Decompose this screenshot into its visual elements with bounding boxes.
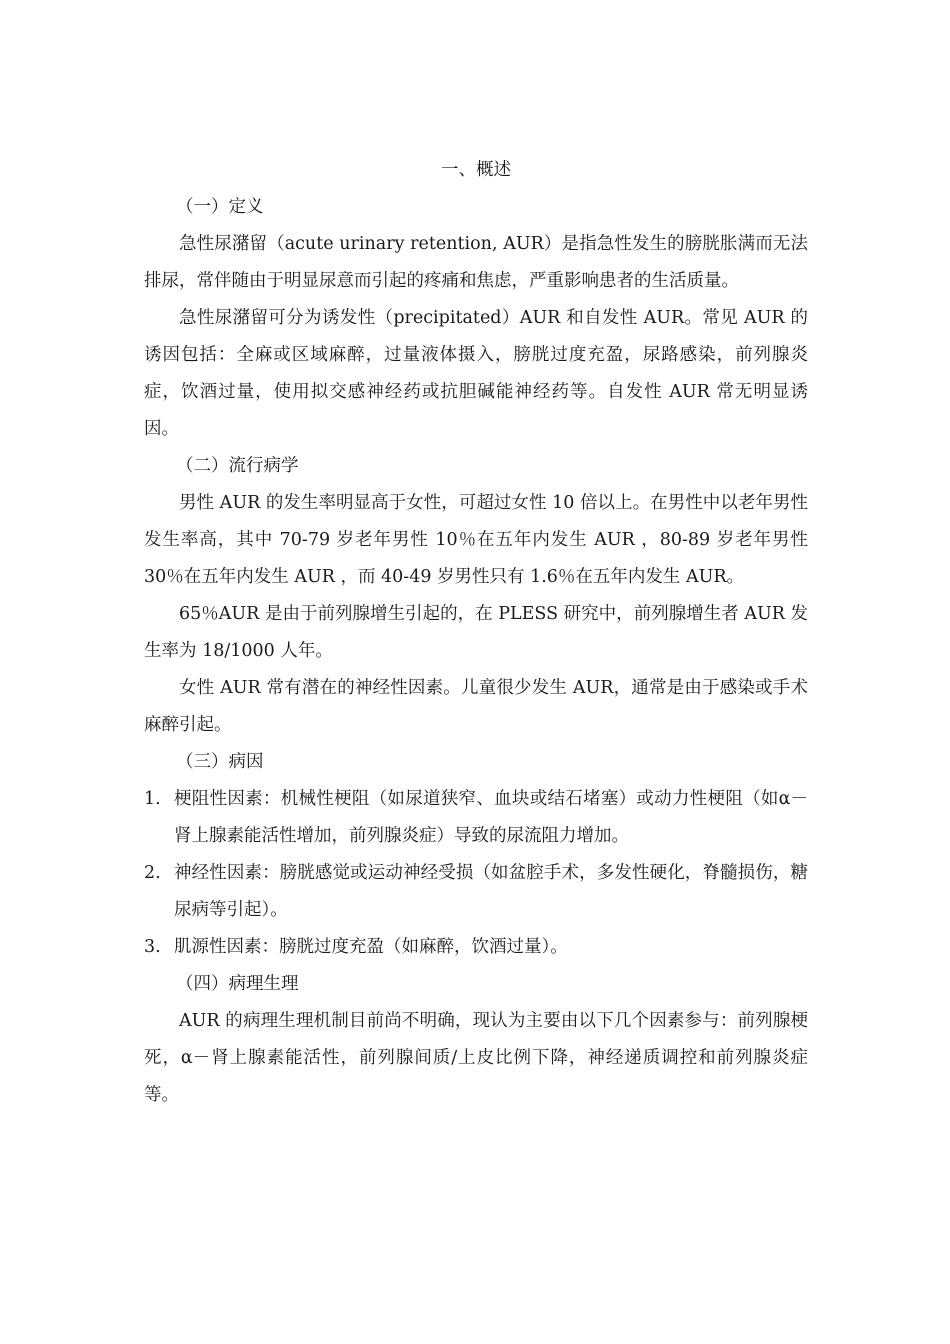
list-item: [144, 929, 808, 966]
document-page: [144, 152, 808, 1114]
section-heading-definition: （一）定义: [176, 197, 264, 217]
paragraph: 男性 AUR 的发生率明显高于女性，可超过女性 10 倍以上。在男性中以老年男性发生率高，其中 70-79 岁老年男性 10％在五年内发生 AUR ，80-89 岁老年男性 30％在五年内发生 AUR ，而 40-49 岁男性只有 1.6％在五年内发生 AUR。: [144, 493, 808, 587]
list-number: 3.: [144, 937, 161, 957]
section-heading-epidemiology: （二）流行病学: [176, 456, 299, 476]
list-text: 神经性因素：膀胱感觉或运动神经受损（如盆腔手术，多发性硬化，脊髓损伤，糖尿病等引起）。: [174, 863, 808, 920]
list-item: [144, 781, 808, 855]
paragraph: 女性 AUR 常有潜在的神经性因素。儿童很少发生 AUR，通常是由于感染或手术麻醉引起。: [144, 678, 808, 735]
paragraph: AUR 的病理生理机制目前尚不明确，现认为主要由以下几个因素参与：前列腺梗死，α－肾上腺素能活性，前列腺间质/上皮比例下降，神经递质调控和前列腺炎症等。: [144, 1011, 808, 1105]
etiology-list: [144, 781, 808, 966]
section-heading-etiology: （三）病因: [176, 752, 264, 772]
document-title: 一、概述: [441, 160, 511, 180]
list-number: 2.: [144, 863, 161, 883]
list-item: [144, 855, 808, 929]
paragraph: 急性尿潴留可分为诱发性（precipitated）AUR 和自发性 AUR。常见 AUR 的诱因包括：全麻或区域麻醉，过量液体摄入，膀胱过度充盈，尿路感染，前列腺炎症，饮酒过量，使用拟交感神经药或抗胆碱能神经药等。自发性 AUR 常无明显诱因。: [144, 308, 808, 439]
paragraph: 65％AUR 是由于前列腺增生引起的，在 PLESS 研究中，前列腺增生者 AUR 发生率为 18/1000 人年。: [144, 604, 808, 661]
section-heading-pathophysiology: （四）病理生理: [176, 974, 299, 994]
list-text: 梗阻性因素：机械性梗阻（如尿道狭窄、血块或结石堵塞）或动力性梗阻（如α－肾上腺素能活性增加，前列腺炎症）导致的尿流阻力增加。: [174, 789, 808, 846]
paragraph: 急性尿潴留（acute urinary retention, AUR）是指急性发生的膀胱胀满而无法排尿，常伴随由于明显尿意而引起的疼痛和焦虑，严重影响患者的生活质量。: [144, 234, 808, 291]
list-number: 1.: [144, 789, 161, 809]
list-text: 肌源性因素：膀胱过度充盈（如麻醉，饮酒过量）。: [174, 937, 568, 957]
